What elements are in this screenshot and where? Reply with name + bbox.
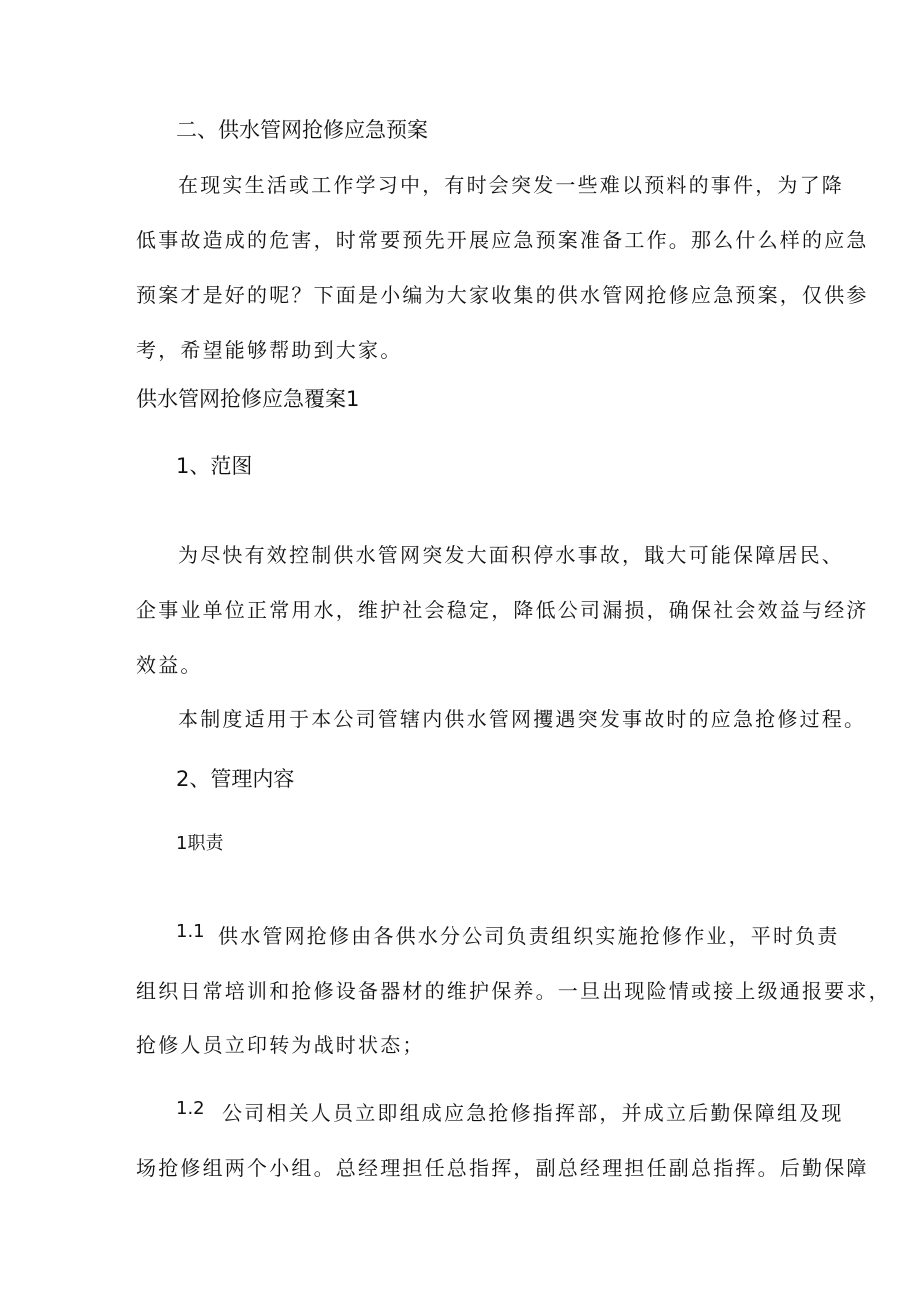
- section2-title: 2、管理内容: [176, 767, 295, 791]
- heading-main: 二、供水管网抢修应急预案: [176, 118, 428, 142]
- item-1-2-line-2: 场抢修组两个小组。总经理担任总指挥，副总经理担任副总指挥。后勤保障: [136, 1156, 869, 1180]
- section1-title: 1、范图: [176, 454, 253, 478]
- item-1-1-line-1: 供水管网抢修由各供水分公司负责组织实施抢修作业，平时负责: [218, 924, 840, 948]
- intro-line-4: 考，希望能够帮助到大家。: [136, 338, 403, 362]
- section1-para1-line-2: 企事业单位正常用水，维护社会稳定，降低公司漏损，确保社会效益与经济: [136, 598, 869, 622]
- item-1-2-number: 1.2: [176, 1098, 205, 1119]
- item-1-2-line-1: 公司相关人员立即组成应急抢修指挥部，并成立后勤保障组及现: [222, 1101, 844, 1125]
- item-1-1-number: 1.1: [176, 921, 205, 942]
- section1-para1-line-3: 效益。: [136, 653, 203, 677]
- intro-line-2: 低事故造成的危害，时常要预先开展应急预案准备工作。那么什么样的应急: [136, 228, 869, 252]
- heading-sub: 供水管网抢修应急覆案1: [136, 387, 360, 411]
- section1-para2-line-1: 本制度适用于本公司管辖内供水管网攫遇突发事故时的应急抢修过程。: [178, 707, 867, 731]
- intro-line-1: 在现实生活或工作学习中，有时会突发一些难以预料的事件，为了降: [178, 173, 844, 197]
- section1-para1-line-1: 为尽快有效控制供水管网突发大面积停水事故，戢大可能保障居民、: [178, 543, 844, 567]
- intro-line-3: 预案才是好的呢？下面是小编为大家收集的供水管网抢修应急预案，仅供参: [136, 283, 869, 307]
- item-1-1-line-3: 抢修人员立印转为战时状态；: [136, 1033, 425, 1057]
- section2-subtitle: 1职责: [176, 833, 224, 854]
- item-1-1-line-2: 组织日常培训和抢修设备器材的维护保养。一旦出现险情或接上级通报要求，: [136, 979, 891, 1003]
